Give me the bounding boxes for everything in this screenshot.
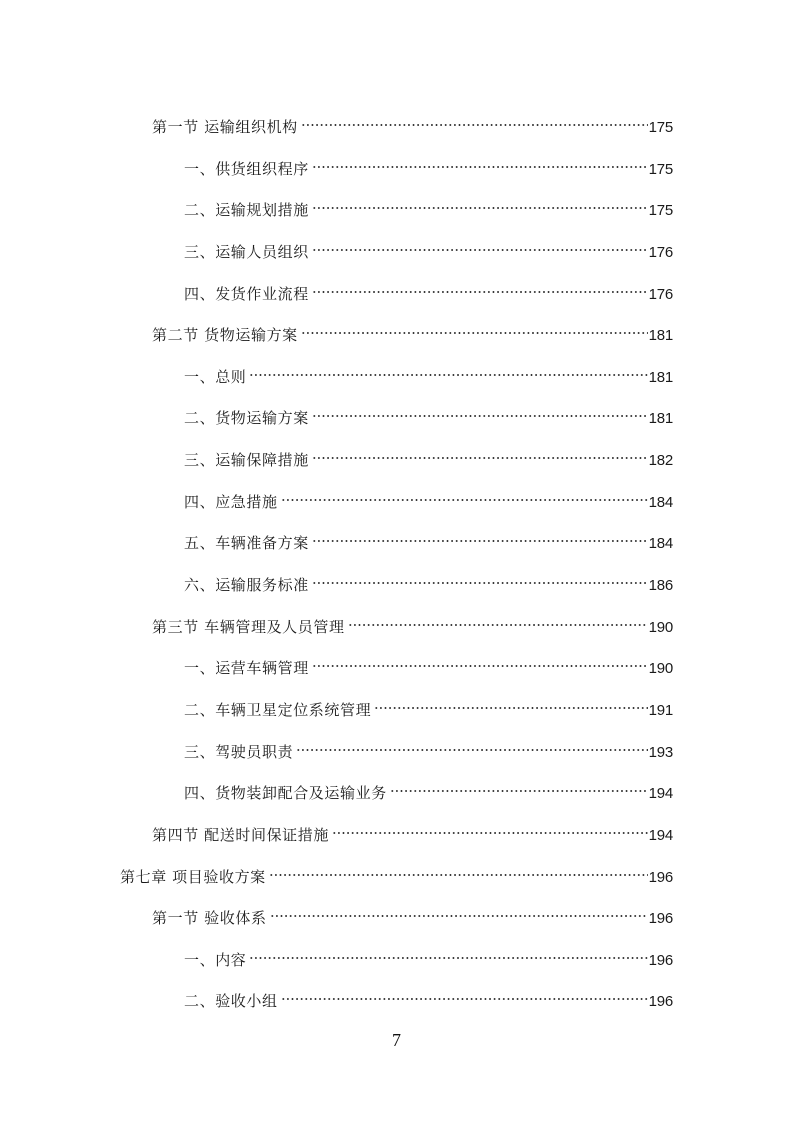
- toc-entry-item[interactable]: [0, 645, 793, 687]
- dot-leader: [348, 606, 648, 632]
- dot-leader: [281, 481, 648, 507]
- dot-leader: [312, 564, 648, 590]
- toc-entry-item[interactable]: [0, 687, 793, 729]
- toc-entry-section[interactable]: [0, 895, 793, 937]
- toc-entry-section[interactable]: [0, 312, 793, 354]
- toc-entry-section[interactable]: [0, 812, 793, 854]
- toc-entry-chapter[interactable]: [0, 854, 793, 896]
- toc-entry-page: 182: [648, 452, 673, 470]
- toc-entry-title: 五、车辆准备方案: [184, 534, 309, 553]
- toc-entry-title: 三、运输人员组织: [184, 242, 309, 261]
- toc-entry-item[interactable]: [0, 729, 793, 771]
- toc-entry-item[interactable]: [0, 520, 793, 562]
- toc-entry-item[interactable]: [0, 146, 793, 188]
- toc-entry-title: 二、验收小组: [184, 992, 278, 1011]
- toc-entry-title: 一、运营车辆管理: [184, 659, 309, 678]
- toc-entry-page: 196: [648, 910, 673, 928]
- toc-entry-page: 190: [648, 618, 673, 636]
- toc-entry-item[interactable]: [0, 187, 793, 229]
- toc-entry-page: 196: [648, 993, 673, 1011]
- dot-leader: [312, 273, 648, 299]
- toc-entry-item[interactable]: [0, 354, 793, 396]
- toc-entry-page: 194: [648, 785, 673, 803]
- toc-entry-title: 二、车辆卫星定位系统管理: [184, 700, 372, 719]
- toc-entry-title: 二、运输规划措施: [184, 201, 309, 220]
- toc-entry-page: 193: [648, 743, 673, 761]
- toc-entry-page: 181: [648, 368, 673, 386]
- dot-leader: [301, 314, 648, 340]
- toc-entry-title: 第二节 货物运输方案: [152, 326, 298, 345]
- dot-leader: [390, 772, 648, 798]
- dot-leader: [281, 980, 648, 1006]
- toc-entry-item[interactable]: [0, 479, 793, 521]
- toc-entry-title: 四、应急措施: [184, 492, 278, 511]
- dot-leader: [312, 397, 648, 423]
- dot-leader: [270, 897, 648, 923]
- toc-entry-page: 196: [648, 951, 673, 969]
- toc-entry-title: 第四节 配送时间保证措施: [152, 825, 329, 844]
- toc-entry-title: 第三节 车辆管理及人员管理: [152, 617, 345, 636]
- toc-entry-page: 181: [648, 410, 673, 428]
- toc-entry-item[interactable]: [0, 770, 793, 812]
- toc-entry-item[interactable]: [0, 978, 793, 1020]
- dot-leader: [312, 148, 648, 174]
- toc-entry-item[interactable]: [0, 937, 793, 979]
- toc-entry-page: 175: [648, 202, 673, 220]
- toc-entry-title: 第一节 验收体系: [152, 909, 267, 928]
- toc-entry-page: 196: [648, 868, 673, 886]
- toc-entry-title: 一、内容: [184, 950, 247, 969]
- toc-entry-title: 第七章 项目验收方案: [120, 867, 266, 886]
- toc-entry-page: 176: [648, 243, 673, 261]
- table-of-contents: [0, 104, 793, 1020]
- dot-leader: [312, 231, 648, 257]
- toc-entry-page: 194: [648, 826, 673, 844]
- toc-entry-page: 181: [648, 327, 673, 345]
- dot-leader: [249, 939, 647, 965]
- dot-leader: [312, 189, 648, 215]
- toc-entry-item[interactable]: [0, 271, 793, 313]
- dot-leader: [374, 689, 647, 715]
- toc-entry-item[interactable]: [0, 229, 793, 271]
- toc-entry-title: 三、运输保障措施: [184, 451, 309, 470]
- dot-leader: [332, 814, 648, 840]
- dot-leader: [312, 647, 648, 673]
- dot-leader: [301, 106, 648, 132]
- toc-entry-title: 第一节 运输组织机构: [152, 118, 298, 136]
- dot-leader: [312, 522, 648, 548]
- toc-entry-title: 一、总则: [184, 367, 247, 386]
- toc-entry-page: 191: [648, 701, 673, 719]
- toc-entry-page: 175: [648, 119, 673, 136]
- dot-leader: [269, 856, 648, 882]
- dot-leader: [312, 439, 648, 465]
- toc-entry-title: 四、货物装卸配合及运输业务: [184, 784, 387, 803]
- toc-entry-title: 三、驾驶员职责: [184, 742, 294, 761]
- toc-entry-page: 184: [648, 493, 673, 511]
- toc-entry-page: 176: [648, 285, 673, 303]
- toc-entry-page: 175: [648, 160, 673, 178]
- page-number: 7: [392, 1030, 401, 1050]
- toc-entry-item[interactable]: [0, 395, 793, 437]
- toc-entry-page: 190: [648, 660, 673, 678]
- toc-entry-item[interactable]: [0, 437, 793, 479]
- dot-leader: [296, 731, 647, 757]
- toc-entry-section[interactable]: [0, 604, 793, 646]
- dot-leader: [249, 356, 647, 382]
- toc-entry-title: 二、货物运输方案: [184, 409, 309, 428]
- toc-entry-page: 186: [648, 577, 673, 595]
- toc-entry-title: 四、发货作业流程: [184, 284, 309, 303]
- toc-entry-title: 一、供货组织程序: [184, 159, 309, 178]
- toc-entry-page: 184: [648, 535, 673, 553]
- toc-entry-section[interactable]: [0, 104, 793, 146]
- toc-entry-title: 六、运输服务标准: [184, 576, 309, 595]
- toc-entry-item[interactable]: [0, 562, 793, 604]
